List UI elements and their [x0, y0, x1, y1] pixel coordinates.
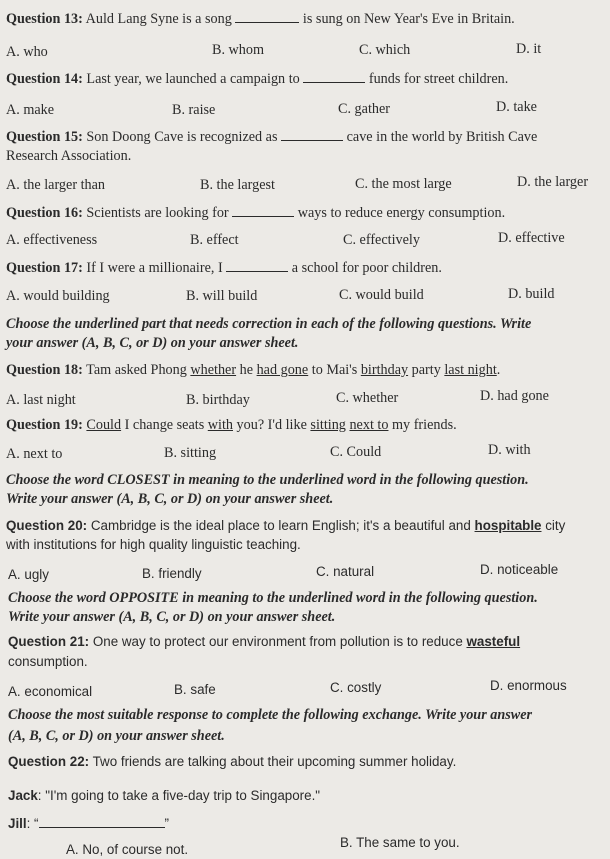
q13-label: Question 13: [6, 11, 83, 27]
q15-option-b[interactable]: B. the largest [200, 177, 275, 193]
q15-line2: Research Association. [6, 148, 132, 164]
q22-blank [39, 815, 165, 828]
q14-option-c[interactable]: C. gather [338, 101, 391, 117]
q16-option-a[interactable]: A. effectiveness [6, 232, 98, 248]
q16-option-b[interactable]: B. effect [190, 232, 239, 248]
q21-option-c[interactable]: C. costly [330, 680, 382, 695]
q19-part: my friends. [388, 417, 457, 433]
q20-option-b[interactable]: B. friendly [142, 566, 202, 581]
q21-label: Question 21: [8, 634, 90, 649]
q18-part: Tam asked Phong [86, 362, 191, 378]
instruction-response-line2: (A, B, C, or D) on your answer sheet. [8, 728, 225, 744]
q17-label: Question 17: [6, 260, 83, 276]
q20-option-c[interactable]: C. natural [316, 564, 375, 579]
q21-option-a[interactable]: A. economical [8, 684, 93, 699]
q19-underlined-with: with [207, 417, 233, 433]
q15-post: cave in the world by British Cave [346, 129, 538, 145]
q21-pre: One way to protect our environment from pollution is to reduce [92, 634, 463, 649]
q20-post: city [545, 518, 566, 533]
q17-option-c[interactable]: C. would build [339, 287, 424, 303]
q19-part: I change seats [121, 417, 208, 433]
q19-option-c[interactable]: C. Could [330, 444, 382, 460]
q16-label: Question 16: [6, 205, 83, 221]
q15-option-a[interactable]: A. the larger than [6, 177, 106, 193]
q18-option-b[interactable]: B. birthday [186, 392, 250, 408]
q14-blank [303, 70, 365, 83]
q14-stem [6, 70, 508, 88]
q17-option-a[interactable]: A. would building [6, 288, 110, 304]
q22-jill-close: ” [164, 816, 169, 831]
q13-stem [6, 10, 515, 28]
q21-option-b[interactable]: B. safe [174, 682, 216, 697]
q19-underlined-could: Could [86, 417, 122, 433]
instruction-opposite-line1: Choose the word OPPOSITE in meaning to the underlined word in the following question. [8, 590, 538, 606]
q18-option-d[interactable]: D. had gone [480, 388, 549, 404]
q18-option-c[interactable]: C. whether [336, 390, 399, 406]
instruction-response-line1: Choose the most suitable response to complete the following exchange. Write your answer [8, 707, 533, 723]
q22-text: Two friends are talking about their upcoming summer holiday. [92, 754, 457, 769]
q16-blank [232, 204, 294, 217]
q16-post: ways to reduce energy consumption. [297, 205, 506, 221]
q22-jack-line [8, 787, 320, 805]
q16-stem [6, 204, 505, 222]
q13-blank [235, 10, 299, 23]
q19-option-b[interactable]: B. sitting [164, 445, 217, 461]
q18-part: to Mai's [308, 362, 361, 378]
q14-option-d[interactable]: D. take [496, 99, 537, 115]
q19-part: you? I'd like [233, 417, 311, 433]
q17-post: a school for poor children. [291, 260, 442, 276]
q18-underlined-had-gone: had gone [256, 362, 309, 378]
q20-stem [6, 517, 565, 535]
q20-label: Question 20: [6, 518, 88, 533]
q22-jack-text: : "I'm going to take a five-day trip to Singapore." [37, 788, 321, 803]
q19-stem [6, 416, 457, 434]
q19-underlined-sitting: sitting [310, 417, 346, 433]
q19-option-a[interactable]: A. next to [6, 446, 63, 462]
q15-option-c[interactable]: C. the most large [355, 176, 452, 192]
q22-label: Question 22: [8, 754, 90, 769]
q20-pre: Cambridge is the ideal place to learn English; it's a beautiful and [90, 518, 471, 533]
q19-underlined-next-to: next to [349, 417, 389, 433]
q19-label: Question 19: [6, 417, 83, 433]
q16-option-c[interactable]: C. effectively [343, 232, 420, 248]
q13-option-a[interactable]: A. who [6, 44, 48, 60]
q17-pre: If I were a millionaire, I [86, 260, 223, 276]
q18-part: party [408, 362, 445, 378]
q21-stem [8, 633, 520, 651]
q22-jill-label: Jill [8, 816, 27, 831]
instruction-closest-line1: Choose the word CLOSEST in meaning to the underlined word in the following question. [6, 472, 529, 488]
q18-part: . [496, 362, 501, 378]
q13-post: is sung on New Year's Eve in Britain. [302, 11, 515, 27]
q14-pre: Last year, we launched a campaign to [86, 71, 300, 87]
q20-option-d[interactable]: D. noticeable [480, 562, 559, 577]
q13-option-d[interactable]: D. it [516, 41, 542, 57]
q14-option-a[interactable]: A. make [6, 102, 55, 118]
q15-pre: Son Doong Cave is recognized as [86, 129, 278, 145]
q21-option-d[interactable]: D. enormous [490, 678, 567, 693]
q13-option-c[interactable]: C. which [359, 42, 411, 58]
q18-part: he [236, 362, 257, 378]
q17-blank [226, 259, 288, 272]
q15-option-d[interactable]: D. the larger [517, 174, 589, 190]
q20-option-a[interactable]: A. ugly [8, 567, 49, 582]
q18-label: Question 18: [6, 362, 83, 378]
q22-stem [8, 753, 456, 771]
q14-label: Question 14: [6, 71, 83, 87]
q13-option-b[interactable]: B. whom [212, 42, 265, 58]
q22-jack-label: Jack [8, 788, 38, 803]
q22-option-b[interactable]: B. The same to you. [340, 835, 460, 850]
q15-stem [6, 128, 537, 146]
q19-option-d[interactable]: D. with [488, 442, 531, 458]
q20-underlined-word: hospitable [474, 518, 542, 533]
q18-underlined-whether: whether [190, 362, 237, 378]
instruction-correction-line1: Choose the underlined part that needs correction in each of the following questions. Write [6, 316, 532, 332]
q17-option-d[interactable]: D. build [508, 286, 555, 302]
q16-option-d[interactable]: D. effective [498, 230, 565, 246]
q17-option-b[interactable]: B. will build [186, 288, 258, 304]
q15-label: Question 15: [6, 129, 83, 145]
q14-option-b[interactable]: B. raise [172, 102, 216, 118]
q20-line2: with institutions for high quality linguistic teaching. [6, 537, 301, 552]
q21-line2: consumption. [8, 654, 88, 669]
q14-post: funds for street children. [368, 71, 509, 87]
q18-underlined-birthday: birthday [360, 362, 409, 378]
q21-underlined-word: wasteful [466, 634, 521, 649]
q18-option-a[interactable]: A. last night [6, 392, 76, 408]
instruction-opposite-line2: Write your answer (A, B, C, or D) on your answer sheet. [8, 609, 336, 625]
q15-blank [281, 128, 343, 141]
q22-jill-open: : “ [26, 816, 39, 831]
q22-jill-line [8, 815, 169, 833]
q13-pre: Auld Lang Syne is a song [85, 11, 232, 27]
q17-stem [6, 259, 442, 277]
q18-stem [6, 361, 500, 379]
q22-option-a[interactable]: A. No, of course not. [66, 842, 189, 857]
q16-pre: Scientists are looking for [86, 205, 229, 221]
instruction-correction-line2: your answer (A, B, C, or D) on your answer sheet. [6, 335, 299, 351]
q18-underlined-last-night: last night [444, 362, 497, 378]
instruction-closest-line2: Write your answer (A, B, C, or D) on your answer sheet. [6, 491, 334, 507]
